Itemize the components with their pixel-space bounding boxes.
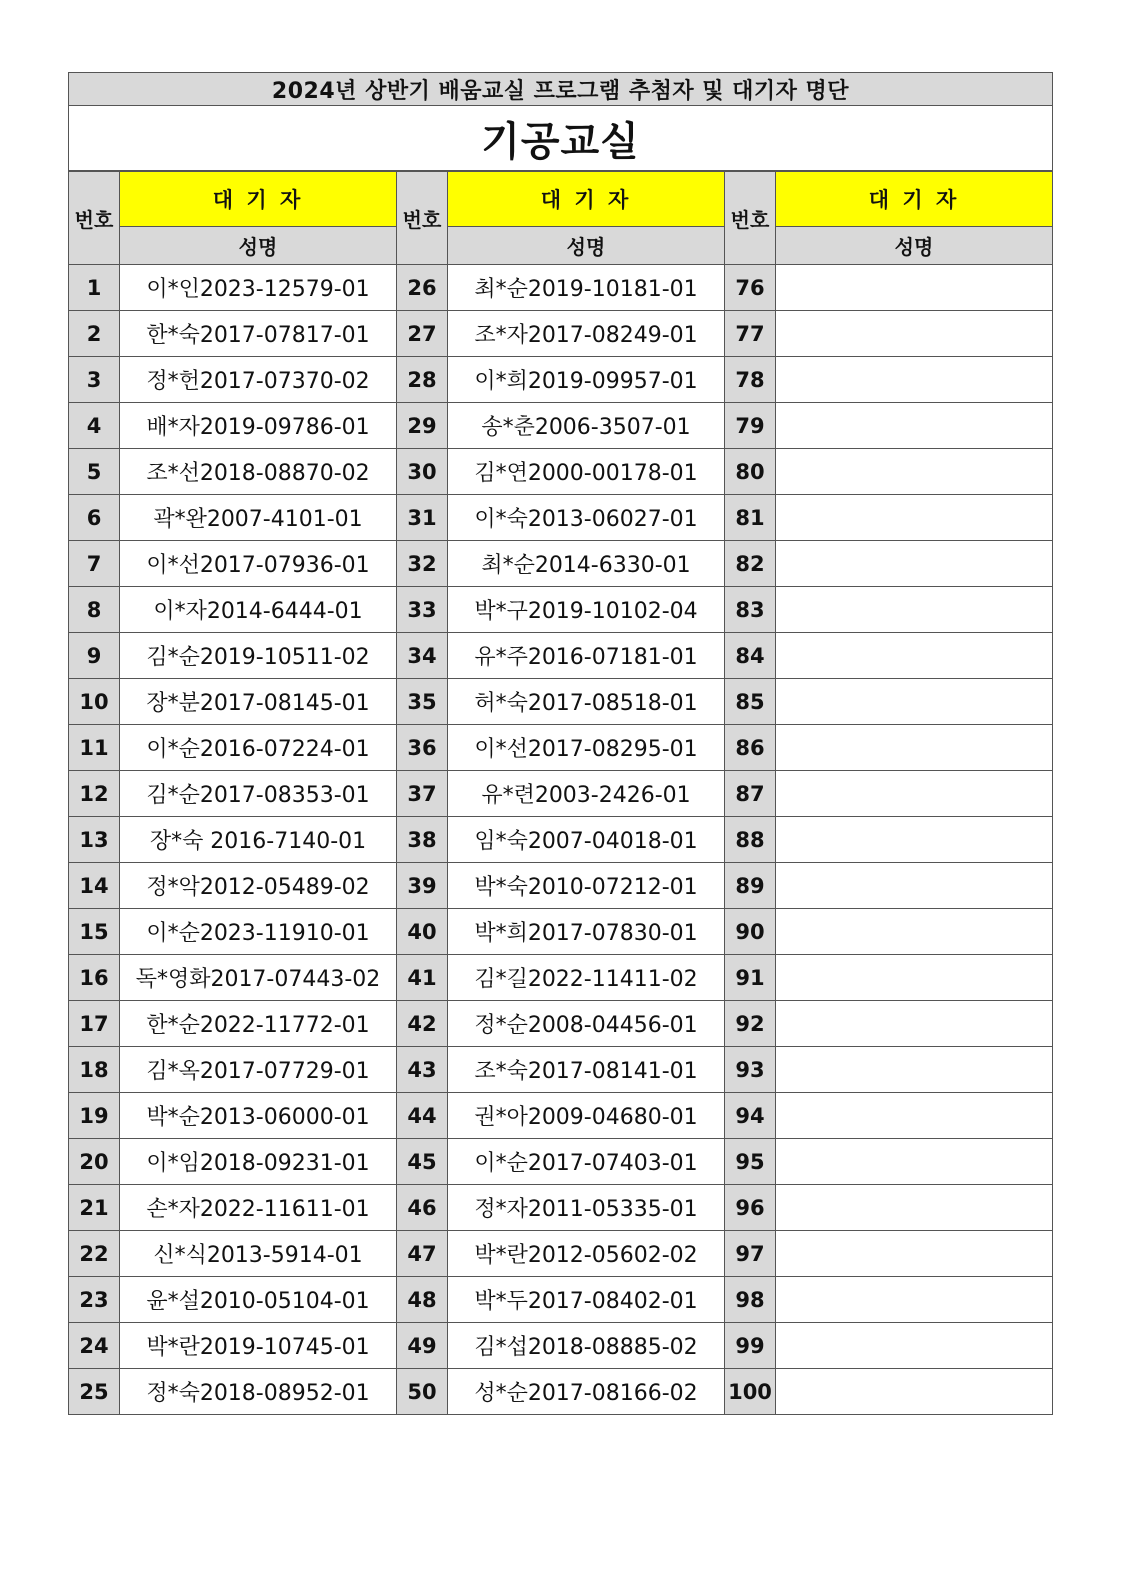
- waitlist-name-cell: 장*숙 2016-7140-01: [120, 817, 397, 863]
- table-row: [69, 403, 1053, 449]
- row-number-cell: 89: [725, 863, 776, 909]
- row-number-cell: 31: [397, 495, 448, 541]
- waitlist-name-cell: [776, 495, 1053, 541]
- waitlist-name-cell: [776, 1139, 1053, 1185]
- table-row: [69, 265, 1053, 311]
- waitlist-name-cell: 한*순2022-11772-01: [120, 1001, 397, 1047]
- row-number-cell: 95: [725, 1139, 776, 1185]
- row-number-cell: 8: [69, 587, 120, 633]
- waitlist-name-cell: [776, 265, 1053, 311]
- waitlist-name-cell: [776, 1001, 1053, 1047]
- waitlist-name-cell: [776, 679, 1053, 725]
- row-number-cell: 35: [397, 679, 448, 725]
- number-header-3: 번호: [725, 172, 776, 265]
- row-number-cell: 21: [69, 1185, 120, 1231]
- name-header-3: 성명: [776, 227, 1053, 265]
- row-number-cell: 5: [69, 449, 120, 495]
- row-number-cell: 98: [725, 1277, 776, 1323]
- waitlist-name-cell: [776, 1047, 1053, 1093]
- row-number-cell: 33: [397, 587, 448, 633]
- waitlist-name-cell: 손*자2022-11611-01: [120, 1185, 397, 1231]
- waitlist-header-2: 대 기 자: [448, 172, 725, 227]
- waitlist-name-cell: [776, 449, 1053, 495]
- table-row: [69, 909, 1053, 955]
- row-number-cell: 29: [397, 403, 448, 449]
- table-row: [69, 311, 1053, 357]
- name-header-2: 성명: [448, 227, 725, 265]
- row-number-cell: 7: [69, 541, 120, 587]
- row-number-cell: 99: [725, 1323, 776, 1369]
- number-header-1: 번호: [69, 172, 120, 265]
- waitlist-name-cell: 이*선2017-07936-01: [120, 541, 397, 587]
- row-number-cell: 77: [725, 311, 776, 357]
- row-number-cell: 92: [725, 1001, 776, 1047]
- waitlist-name-cell: 정*순2008-04456-01: [448, 1001, 725, 1047]
- row-number-cell: 50: [397, 1369, 448, 1415]
- waitlist-name-cell: 유*주2016-07181-01: [448, 633, 725, 679]
- waitlist-name-cell: 박*구2019-10102-04: [448, 587, 725, 633]
- waitlist-name-cell: [776, 1369, 1053, 1415]
- row-number-cell: 3: [69, 357, 120, 403]
- waitlist-name-cell: 정*악2012-05489-02: [120, 863, 397, 909]
- waitlist-name-cell: [776, 311, 1053, 357]
- row-number-cell: 49: [397, 1323, 448, 1369]
- waitlist-name-cell: [776, 817, 1053, 863]
- row-number-cell: 46: [397, 1185, 448, 1231]
- row-number-cell: 88: [725, 817, 776, 863]
- row-number-cell: 24: [69, 1323, 120, 1369]
- waitlist-name-cell: 권*아2009-04680-01: [448, 1093, 725, 1139]
- row-number-cell: 40: [397, 909, 448, 955]
- row-number-cell: 82: [725, 541, 776, 587]
- row-number-cell: 12: [69, 771, 120, 817]
- waitlist-name-cell: 윤*설2010-05104-01: [120, 1277, 397, 1323]
- table-row: [69, 771, 1053, 817]
- waitlist-name-cell: 이*순2017-07403-01: [448, 1139, 725, 1185]
- waitlist-name-cell: 이*희2019-09957-01: [448, 357, 725, 403]
- row-number-cell: 91: [725, 955, 776, 1001]
- waitlist-header-3: 대 기 자: [776, 172, 1053, 227]
- class-name-heading: 기공교실: [68, 105, 1053, 171]
- waitlist-name-cell: 조*자2017-08249-01: [448, 311, 725, 357]
- row-number-cell: 94: [725, 1093, 776, 1139]
- row-number-cell: 2: [69, 311, 120, 357]
- waitlist-name-cell: 임*숙2007-04018-01: [448, 817, 725, 863]
- row-number-cell: 84: [725, 633, 776, 679]
- waitlist-name-cell: 김*섭2018-08885-02: [448, 1323, 725, 1369]
- table-row: [69, 725, 1053, 771]
- waitlist-name-cell: 김*길2022-11411-02: [448, 955, 725, 1001]
- waitlist-name-cell: 김*옥2017-07729-01: [120, 1047, 397, 1093]
- waitlist-name-cell: [776, 357, 1053, 403]
- row-number-cell: 11: [69, 725, 120, 771]
- waitlist-name-cell: 조*선2018-08870-02: [120, 449, 397, 495]
- table-row: [69, 955, 1053, 1001]
- waitlist-name-cell: 한*숙2017-07817-01: [120, 311, 397, 357]
- table-row: [69, 587, 1053, 633]
- row-number-cell: 97: [725, 1231, 776, 1277]
- table-row: [69, 1139, 1053, 1185]
- row-number-cell: 18: [69, 1047, 120, 1093]
- row-number-cell: 22: [69, 1231, 120, 1277]
- row-number-cell: 36: [397, 725, 448, 771]
- table-row: [69, 1047, 1053, 1093]
- waitlist-name-cell: [776, 909, 1053, 955]
- waitlist-name-cell: 성*순2017-08166-02: [448, 1369, 725, 1415]
- name-header-1: 성명: [120, 227, 397, 265]
- table-row: [69, 633, 1053, 679]
- waitlist-name-cell: 독*영화2017-07443-02: [120, 955, 397, 1001]
- waitlist-name-cell: 장*분2017-08145-01: [120, 679, 397, 725]
- waitlist-name-cell: 김*연2000-00178-01: [448, 449, 725, 495]
- waitlist-name-cell: 이*임2018-09231-01: [120, 1139, 397, 1185]
- row-number-cell: 13: [69, 817, 120, 863]
- waitlist-name-cell: 김*순2017-08353-01: [120, 771, 397, 817]
- table-row: [69, 1093, 1053, 1139]
- row-number-cell: 45: [397, 1139, 448, 1185]
- row-number-cell: 19: [69, 1093, 120, 1139]
- waitlist-name-cell: 곽*완2007-4101-01: [120, 495, 397, 541]
- row-number-cell: 47: [397, 1231, 448, 1277]
- row-number-cell: 93: [725, 1047, 776, 1093]
- row-number-cell: 87: [725, 771, 776, 817]
- waitlist-name-cell: 박*란2019-10745-01: [120, 1323, 397, 1369]
- row-number-cell: 26: [397, 265, 448, 311]
- row-number-cell: 96: [725, 1185, 776, 1231]
- waitlist-name-cell: 신*식2013-5914-01: [120, 1231, 397, 1277]
- row-number-cell: 44: [397, 1093, 448, 1139]
- row-number-cell: 78: [725, 357, 776, 403]
- waitlist-name-cell: [776, 1093, 1053, 1139]
- row-number-cell: 1: [69, 265, 120, 311]
- waitlist-name-cell: 박*희2017-07830-01: [448, 909, 725, 955]
- row-number-cell: 76: [725, 265, 776, 311]
- row-number-cell: 90: [725, 909, 776, 955]
- waitlist-name-cell: 배*자2019-09786-01: [120, 403, 397, 449]
- row-number-cell: 17: [69, 1001, 120, 1047]
- table-row: [69, 679, 1053, 725]
- table-row: [69, 1277, 1053, 1323]
- row-number-cell: 25: [69, 1369, 120, 1415]
- row-number-cell: 16: [69, 955, 120, 1001]
- row-number-cell: 30: [397, 449, 448, 495]
- table-row: [69, 1323, 1053, 1369]
- row-number-cell: 14: [69, 863, 120, 909]
- row-number-cell: 48: [397, 1277, 448, 1323]
- row-number-cell: 34: [397, 633, 448, 679]
- row-number-cell: 32: [397, 541, 448, 587]
- waitlist-name-cell: 이*순2016-07224-01: [120, 725, 397, 771]
- waitlist-name-cell: [776, 863, 1053, 909]
- table-row: [69, 449, 1053, 495]
- waitlist-name-cell: [776, 955, 1053, 1001]
- row-number-cell: 79: [725, 403, 776, 449]
- waitlist-name-cell: 이*순2023-11910-01: [120, 909, 397, 955]
- waitlist-name-cell: [776, 633, 1053, 679]
- row-number-cell: 38: [397, 817, 448, 863]
- waitlist-name-cell: 박*숙2010-07212-01: [448, 863, 725, 909]
- waitlist-name-cell: [776, 403, 1053, 449]
- waitlist-name-cell: 이*자2014-6444-01: [120, 587, 397, 633]
- table-row: [69, 1001, 1053, 1047]
- table-row: [69, 495, 1053, 541]
- row-number-cell: 15: [69, 909, 120, 955]
- waitlist-name-cell: 박*두2017-08402-01: [448, 1277, 725, 1323]
- row-number-cell: 81: [725, 495, 776, 541]
- waitlist-name-cell: 이*선2017-08295-01: [448, 725, 725, 771]
- waitlist-name-cell: 정*자2011-05335-01: [448, 1185, 725, 1231]
- row-number-cell: 39: [397, 863, 448, 909]
- waitlist-name-cell: 박*란2012-05602-02: [448, 1231, 725, 1277]
- waitlist-name-cell: 허*숙2017-08518-01: [448, 679, 725, 725]
- table-row: [69, 357, 1053, 403]
- document-title: 2024년 상반기 배움교실 프로그램 추첨자 및 대기자 명단: [68, 72, 1053, 105]
- row-number-cell: 37: [397, 771, 448, 817]
- waitlist-name-cell: 조*숙2017-08141-01: [448, 1047, 725, 1093]
- row-number-cell: 20: [69, 1139, 120, 1185]
- waitlist-name-cell: [776, 725, 1053, 771]
- waitlist-name-cell: 최*순2014-6330-01: [448, 541, 725, 587]
- row-number-cell: 42: [397, 1001, 448, 1047]
- table-body: [69, 265, 1053, 1415]
- row-number-cell: 41: [397, 955, 448, 1001]
- waitlist-name-cell: 이*인2023-12579-01: [120, 265, 397, 311]
- waitlist-name-cell: 정*숙2018-08952-01: [120, 1369, 397, 1415]
- number-header-2: 번호: [397, 172, 448, 265]
- waitlist-table: [68, 171, 1053, 1415]
- table-row: [69, 1369, 1053, 1415]
- table-row: [69, 1185, 1053, 1231]
- table-row: [69, 863, 1053, 909]
- row-number-cell: 43: [397, 1047, 448, 1093]
- waitlist-name-cell: [776, 1185, 1053, 1231]
- row-number-cell: 86: [725, 725, 776, 771]
- waitlist-name-cell: 박*순2013-06000-01: [120, 1093, 397, 1139]
- waitlist-name-cell: [776, 1277, 1053, 1323]
- waitlist-name-cell: 유*련2003-2426-01: [448, 771, 725, 817]
- waitlist-name-cell: 송*춘2006-3507-01: [448, 403, 725, 449]
- waitlist-name-cell: [776, 1231, 1053, 1277]
- waitlist-name-cell: [776, 587, 1053, 633]
- waitlist-name-cell: [776, 771, 1053, 817]
- waitlist-name-cell: 최*순2019-10181-01: [448, 265, 725, 311]
- row-number-cell: 4: [69, 403, 120, 449]
- row-number-cell: 23: [69, 1277, 120, 1323]
- row-number-cell: 100: [725, 1369, 776, 1415]
- table-row: [69, 1231, 1053, 1277]
- row-number-cell: 83: [725, 587, 776, 633]
- waitlist-name-cell: 이*숙2013-06027-01: [448, 495, 725, 541]
- waitlist-name-cell: 정*헌2017-07370-02: [120, 357, 397, 403]
- row-number-cell: 27: [397, 311, 448, 357]
- table-row: [69, 541, 1053, 587]
- waitlist-name-cell: [776, 1323, 1053, 1369]
- row-number-cell: 9: [69, 633, 120, 679]
- row-number-cell: 6: [69, 495, 120, 541]
- waitlist-header-1: 대 기 자: [120, 172, 397, 227]
- table-row: [69, 817, 1053, 863]
- document-sheet: [68, 72, 1053, 1415]
- waitlist-name-cell: [776, 541, 1053, 587]
- waitlist-name-cell: 김*순2019-10511-02: [120, 633, 397, 679]
- row-number-cell: 85: [725, 679, 776, 725]
- row-number-cell: 28: [397, 357, 448, 403]
- row-number-cell: 10: [69, 679, 120, 725]
- row-number-cell: 80: [725, 449, 776, 495]
